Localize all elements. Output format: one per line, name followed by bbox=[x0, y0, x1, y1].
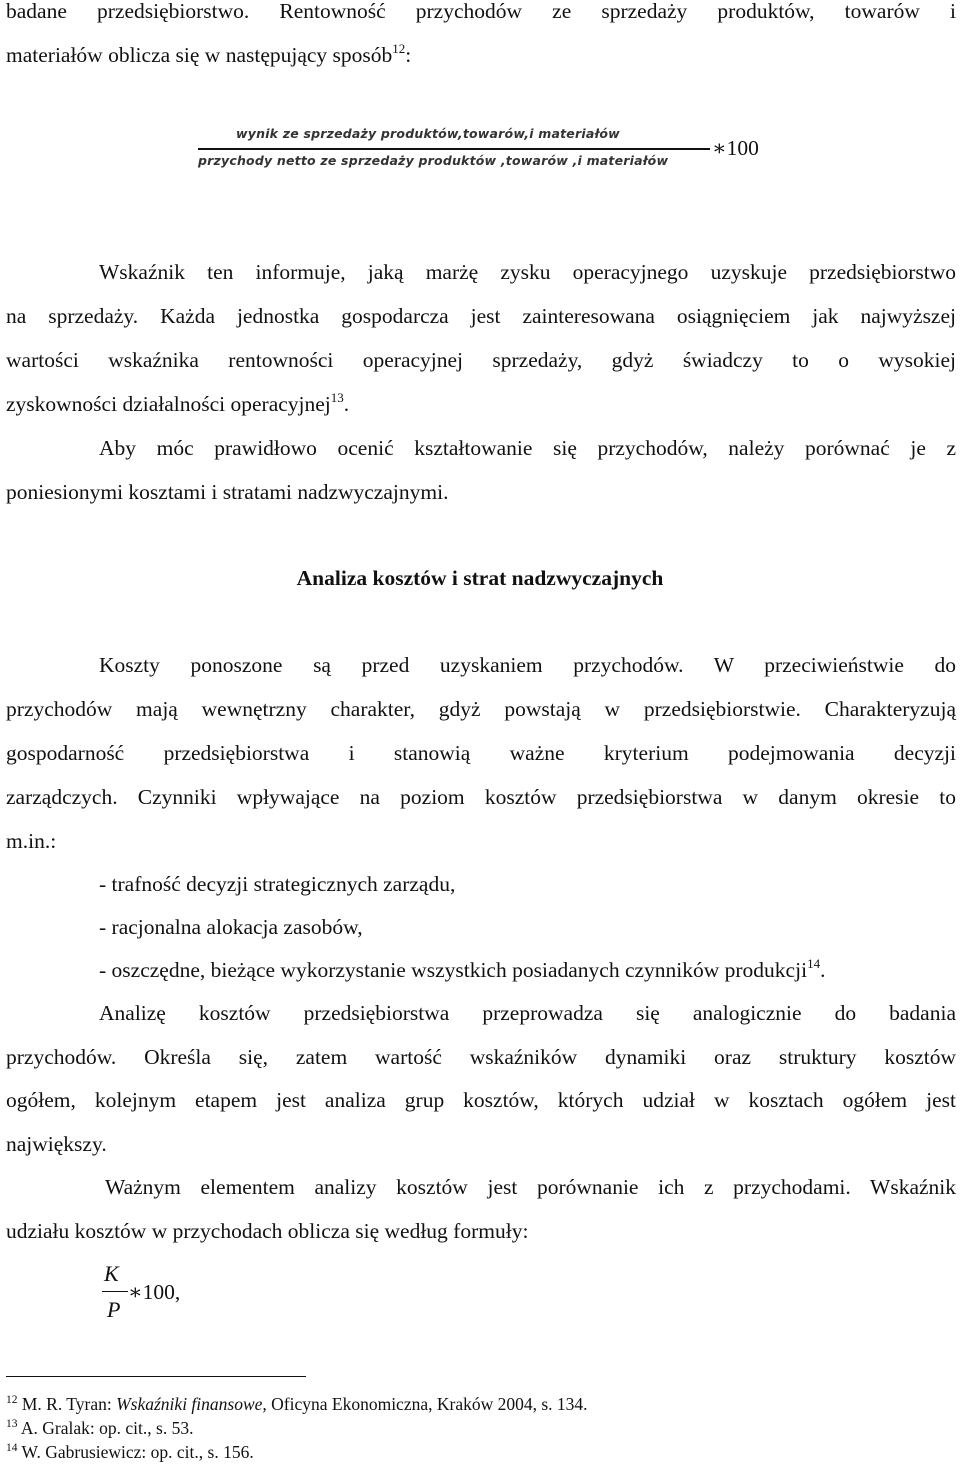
formula-multiplier: ∗100 bbox=[712, 136, 759, 160]
paragraph-line: ogółem, kolejnym etapem jest analiza grup kosztów, których udział w kosztach ogółem jest bbox=[6, 1088, 956, 1112]
formula-numerator: K bbox=[104, 1261, 119, 1286]
list-item: - racjonalna alokacja zasobów, bbox=[99, 915, 363, 939]
paragraph-line: gospodarność przedsiębiorstwa i stanowią ważne kryterium podejmowania decyzji bbox=[6, 741, 956, 765]
paragraph-line: Analizę kosztów przedsiębiorstwa przeprowadza się analogicznie do badania bbox=[99, 1001, 956, 1025]
paragraph-line: Wskaźnik ten informuje, jaką marżę zysku operacyjnego uzyskuje przedsiębiorstwo bbox=[99, 260, 956, 284]
paragraph-line bbox=[6, 391, 956, 417]
footnote-number: 14 bbox=[6, 1442, 18, 1454]
footnote bbox=[6, 1394, 588, 1415]
paragraph-line: udziału kosztów w przychodach oblicza się według formuły: bbox=[6, 1219, 529, 1243]
paragraph-line: przychodów mają wewnętrzny charakter, gdyż powstają w przedsiębiorstwie. Charakteryzują bbox=[6, 697, 956, 721]
paragraph-line: największy. bbox=[6, 1132, 107, 1156]
text: : bbox=[405, 43, 412, 67]
paragraph-line: przychodów. Określa się, zatem wartość wskaźników dynamiki oraz struktury kosztów bbox=[6, 1045, 956, 1069]
section-heading: Analiza kosztów i strat nadzwyczajnych bbox=[296, 566, 664, 590]
paragraph-line bbox=[6, 42, 956, 68]
paragraph-line: na sprzedaży. Każda jednostka gospodarcza jest zainteresowana osiągnięciem jak najwyższej bbox=[6, 304, 956, 328]
paragraph-line: zarządczych. Czynniki wpływające na poziom kosztów przedsiębiorstwa w danym okresie to bbox=[6, 785, 956, 809]
footnote-ref[interactable]: 13 bbox=[330, 390, 344, 405]
text: zyskowności działalności operacyjnej bbox=[6, 392, 331, 416]
footnote-ref[interactable]: 12 bbox=[392, 41, 406, 56]
footnote-number: 12 bbox=[6, 1394, 18, 1406]
fraction-bar bbox=[198, 148, 710, 150]
fraction-bar bbox=[102, 1291, 128, 1292]
footnote-ref[interactable]: 14 bbox=[807, 956, 821, 971]
paragraph-line: m.in.: bbox=[6, 829, 57, 853]
text: A. Gralak: op. cit., s. 53. bbox=[17, 1418, 194, 1438]
footnote bbox=[6, 1442, 254, 1463]
text: materiałów oblicza się w następujący sposób bbox=[6, 43, 393, 67]
text: . bbox=[343, 392, 350, 416]
text: Oficyna Ekonomiczna, Kraków 2004, s. 134. bbox=[266, 1394, 588, 1414]
formula-denominator: P bbox=[107, 1297, 121, 1322]
text: M. R. Tyran: bbox=[17, 1394, 117, 1414]
formula-denominator: przychody netto ze sprzedaży produktów ,towarów ,i materiałów bbox=[198, 153, 669, 168]
footnote-number: 13 bbox=[6, 1418, 18, 1430]
text: - oszczędne, bieżące wykorzystanie wszystkich posiadanych czynników produkcji bbox=[99, 958, 808, 982]
paragraph-line: Koszty ponoszone są przed uzyskaniem przychodów. W przeciwieństwie do bbox=[99, 653, 956, 677]
list-item bbox=[99, 957, 956, 983]
paragraph-line: wartości wskaźnika rentowności operacyjnej sprzedaży, gdyż świadczy to o wysokiej bbox=[6, 348, 956, 372]
paragraph-line: Ważnym elementem analizy kosztów jest porównanie ich z przychodami. Wskaźnik bbox=[105, 1175, 956, 1199]
list-item: - trafność decyzji strategicznych zarządu, bbox=[99, 872, 456, 896]
text: W. Gabrusiewicz: op. cit., s. 156. bbox=[17, 1442, 254, 1462]
book-title: Wskaźniki finansowe, bbox=[116, 1394, 267, 1414]
paragraph-line: Aby móc prawidłowo ocenić kształtowanie się przychodów, należy porównać je z bbox=[99, 436, 956, 460]
paragraph-line: badane przedsiębiorstwo. Rentowność przychodów ze sprzedaży produktów, towarów i bbox=[6, 0, 956, 23]
footnote-separator bbox=[6, 1376, 306, 1377]
paragraph-line: poniesionymi kosztami i stratami nadzwyczajnymi. bbox=[6, 480, 449, 504]
footnote bbox=[6, 1418, 193, 1439]
formula-numerator: wynik ze sprzedaży produktów,towarów,i materiałów bbox=[236, 126, 620, 141]
text: . bbox=[820, 958, 826, 982]
formula-multiplier: ∗100, bbox=[128, 1280, 181, 1304]
